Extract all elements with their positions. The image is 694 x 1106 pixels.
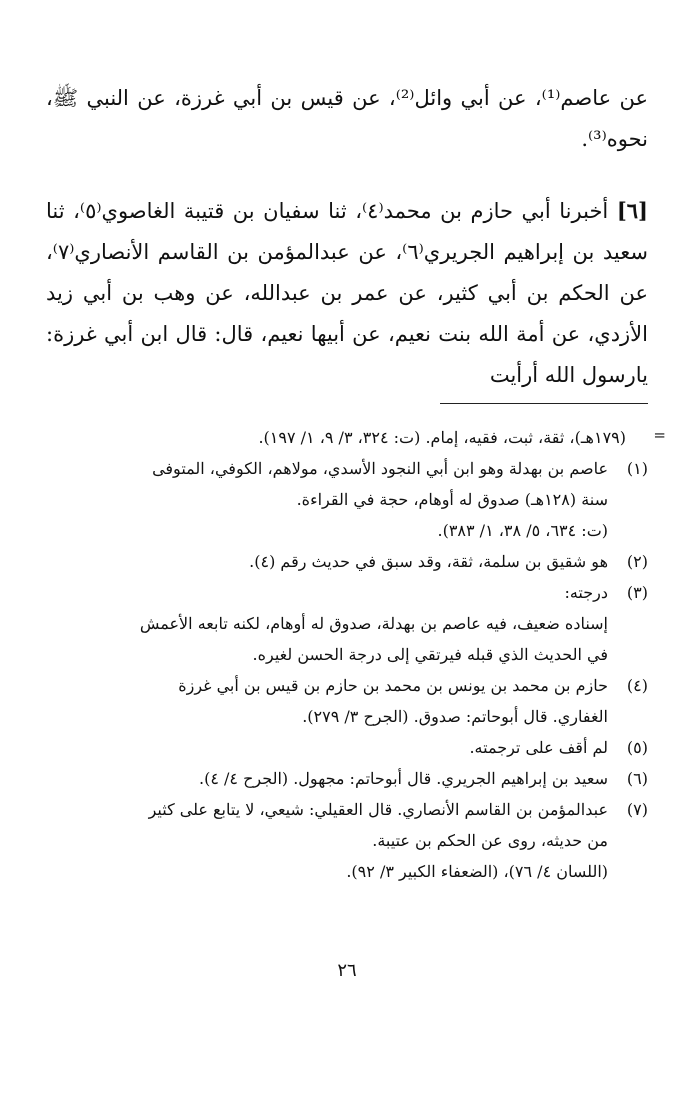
paragraph-2-text: أخبرنا أبي حازم بن محمد⁽٤⁾، ثنا سفيان بن قتيبة الغاصوي⁽٥⁾، ثنا سعيد بن إبراهيم الجريري⁽٦⁾، عن عبدالمؤمن بن القاسم الأنصاري⁽٧⁾، عن الحكم بن أبي كثير، عن عمر بن عبدالله، عن وهب بن أبي زيد الأزدي، عن أمة الله بنت نعيم، عن أبيها نعيم، قال: قال ابن أبي غرزة: يارسول الله أرأيت [46,199,648,387]
item-number: [٦] [616,198,648,223]
footnote-2 [46,546,648,577]
footnote-line: من حديثه، روى عن الحكم بن عتيبة. [372,831,608,850]
footnote-number: (٧) [626,800,648,819]
footnote-line: إسناده ضعيف، فيه عاصم بن بهدلة، صدوق له أوهام، لكنه تابعه الأعمش [139,614,608,633]
footnote-separator [440,403,648,404]
footnote-number: (٣) [626,583,648,602]
footnote-6 [46,763,648,794]
page-number: ٢٦ [337,960,357,981]
footnote-number: (٤) [626,676,648,695]
footnotes [46,422,648,887]
footnote-line: لم أقف على ترجمته. [469,738,608,757]
footnote-line: هو شقيق بن سلمة، ثقة، وقد سبق في حديث رقم (٤). [249,552,608,571]
footnote-line: في الحديث الذي قبله فيرتقي إلى درجة الحسن لغيره. [252,645,608,664]
footnote-line: حازم بن محمد بن يونس بن محمد بن حازم بن قيس بن أبي غرزة [178,676,608,695]
footnote-4 [46,670,648,732]
footnote-line: سنة (١٢٨هـ) صدوق له أوهام، حجة في القراءة. [296,490,608,509]
footnote-line: (اللسان ٤/ ٧٦)، (الضعفاء الكبير ٣/ ٩٢). [346,862,608,881]
footnote-continued: (١٧٩هـ)، ثقة، ثبت، فقيه، إمام. (ت: ٣٢٤، ٣/ ٩، ١/ ١٩٧). [258,428,626,447]
footnote-line: الغفاري. قال أبوحاتم: صدوق. (الجرح ٣/ ٢٧٩). [302,707,608,726]
footnote-line: (ت: ٦٣٤، ٥/ ٣٨، ١/ ٣٨٣). [437,521,608,540]
footnote-line: سعيد بن إبراهيم الجريري. قال أبوحاتم: مجهول. (الجرح ٤/ ٤). [199,769,608,788]
footnote-number: (٢) [626,552,648,571]
footnote-line: درجته: [564,583,608,602]
footnote-number: (٥) [626,738,648,757]
paragraph-2 [46,190,648,396]
main-text [46,78,648,396]
footnote-line: عبدالمؤمن بن القاسم الأنصاري. قال العقيلي: شيعي، لا يتابع على كثير [148,800,608,819]
footnote-line: عاصم بن بهدلة وهو ابن أبي النجود الأسدي، مولاهم، الكوفي، المتوفى [152,459,608,478]
footnote-number: (٦) [626,769,648,788]
footnote-3 [46,577,648,670]
continuation-mark: = [653,426,666,444]
footnote-5 [46,732,648,763]
footnote-1 [46,453,648,546]
paragraph-1: عن عاصم⁽¹⁾، عن أبي وائل⁽²⁾، عن قيس بن أبي غرزة، عن النبي ﷺ، نحوه⁽³⁾. [46,86,648,151]
footnote-number: (١) [626,459,648,478]
footnote-7 [46,794,648,887]
